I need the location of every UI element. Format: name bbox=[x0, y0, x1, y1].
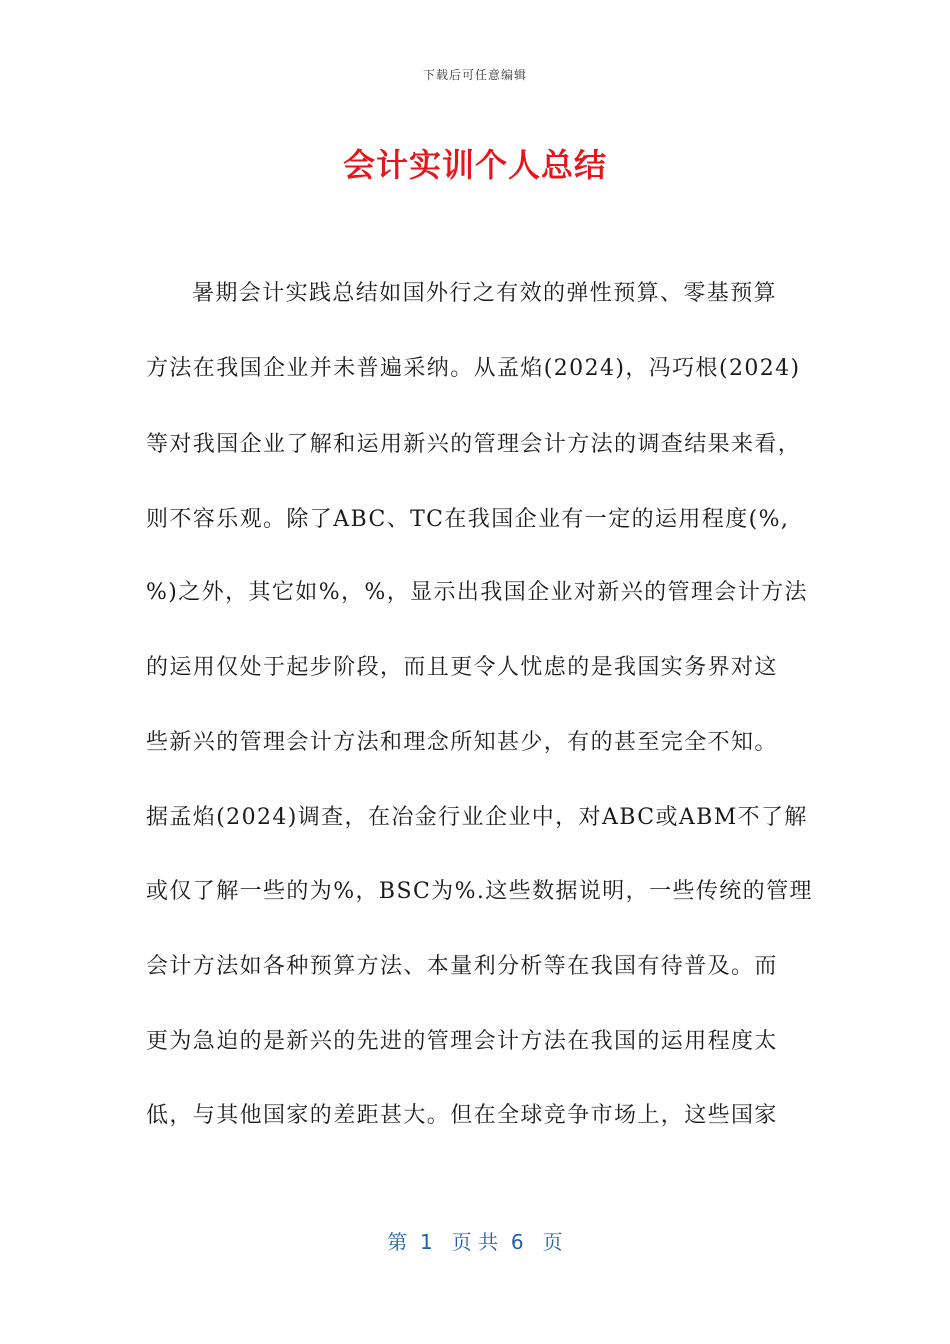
paragraph-line: 暑期会计实践总结如国外行之有效的弹性预算、零基预算 bbox=[192, 281, 778, 306]
paragraph-line: 些新兴的管理会计方法和理念所知甚少，有的甚至完全不知。 bbox=[146, 730, 778, 755]
paragraph-line: %)之外，其它如%，%，显示出我国企业对新兴的管理会计方法 bbox=[146, 580, 808, 605]
paragraph-line: 更为急迫的是新兴的先进的管理会计方法在我国的运用程度太 bbox=[146, 1029, 778, 1054]
paragraph-line: 低，与其他国家的差距甚大。但在全球竞争市场上，这些国家 bbox=[146, 1103, 778, 1128]
paragraph-line: 会计方法如各种预算方法、本量利分析等在我国有待普及。而 bbox=[146, 954, 778, 979]
header-note: 下载后可任意编辑 bbox=[422, 68, 527, 82]
paragraph-line: 或仅了解一些的为%，BSC为%.这些数据说明，一些传统的管理 bbox=[146, 879, 813, 904]
paragraph-line: 据孟焰(2024)调查，在冶金行业企业中，对ABC或ABM不了解 bbox=[146, 805, 808, 830]
paragraph-line: 则不容乐观。除了ABC、TC在我国企业有一定的运用程度(%, bbox=[146, 507, 790, 532]
document-title: 会计实训个人总结 bbox=[342, 146, 607, 184]
paragraph-line: 方法在我国企业并未普遍采纳。从孟焰(2024)，冯巧根(2024) bbox=[146, 356, 801, 381]
paragraph-line: 的运用仅处于起步阶段，而且更令人忧虑的是我国实务界对这 bbox=[146, 655, 778, 680]
paragraph-line: 等对我国企业了解和运用新兴的管理会计方法的调查结果来看， bbox=[146, 432, 802, 457]
page-number: 第 1 页 共 6 页 bbox=[387, 1230, 563, 1254]
